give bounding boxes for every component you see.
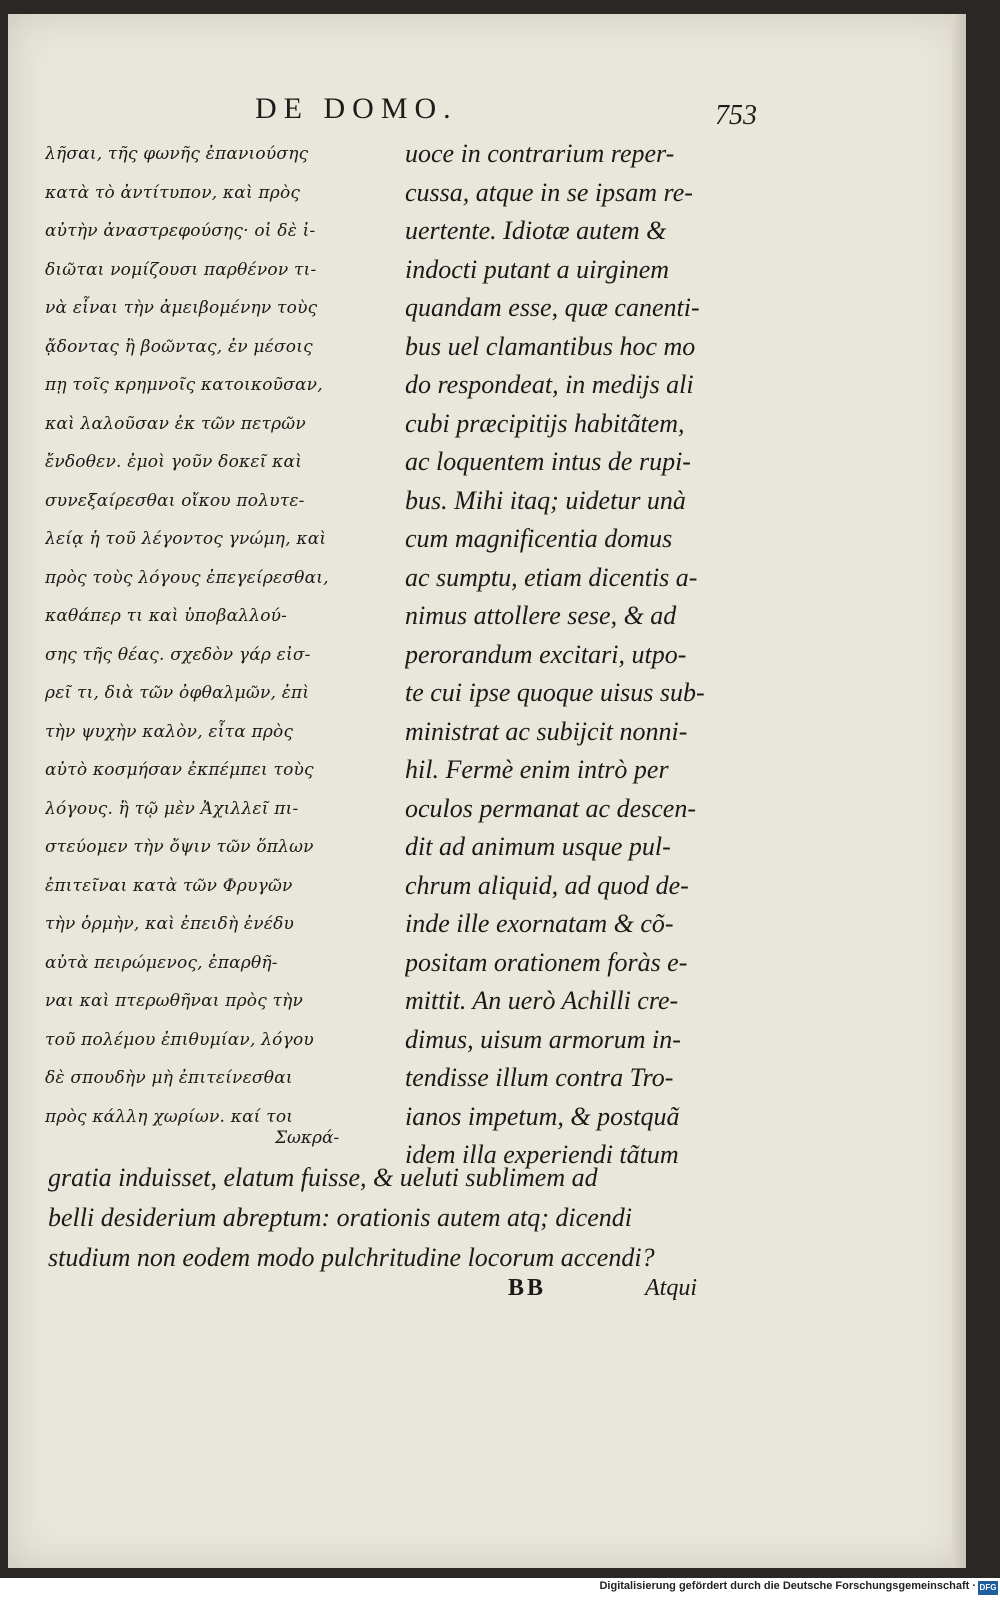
latin-line: bus uel clamantibus hoc mo xyxy=(405,331,696,361)
greek-line: λείᾳ ἡ τοῦ λέγοντος γνώμη, καὶ xyxy=(45,529,327,549)
latin-line: ianos impetum, & postquã xyxy=(405,1101,680,1131)
greek-line: λόγους. ἢ τῷ μὲν Ἀχιλλεῖ πι- xyxy=(45,798,299,819)
full-width-text xyxy=(48,1158,738,1278)
greek-line: στεύομεν τὴν ὄψιν τῶν ὅπλων xyxy=(45,837,314,857)
full-width-line: studium non eodem modo pulchritudine locorum accendi? xyxy=(48,1243,655,1272)
latin-line: cussa, atque in se ipsam re- xyxy=(405,177,693,207)
greek-line: τοῦ πολέμου ἐπιθυμίαν, λόγου xyxy=(45,1029,314,1050)
greek-line: δὲ σπουδὴν μὴ ἐπιτείνεσθαι xyxy=(45,1068,293,1088)
greek-line: σης τῆς θέας. σχεδὸν γάρ εἰσ- xyxy=(45,644,311,665)
greek-line: τὴν ψυχὴν καλὸν, εἶτα πρὸς xyxy=(45,721,294,742)
latin-line: dit ad animum usque pul- xyxy=(405,832,671,861)
latin-line: chrum aliquid, ad quod de- xyxy=(405,870,689,900)
latin-line: hil. Fermè enim intrò per xyxy=(405,755,669,784)
latin-line: indocti putant a uirginem xyxy=(405,254,670,284)
latin-column xyxy=(405,135,740,1175)
latin-line: positam orationem foràs e- xyxy=(405,947,688,977)
latin-line: te cui ipse quoque uisus sub- xyxy=(405,678,705,707)
digitization-credit: Digitalisierung gefördert durch die Deutsche Forschungsgemeinschaft · xyxy=(599,1580,976,1592)
greek-line: λῆσαι, τῆς φωνῆς ἐπανιούσης xyxy=(45,144,309,164)
greek-line: καὶ λαλοῦσαν ἐκ τῶν πετρῶν xyxy=(45,413,306,434)
digitization-footer xyxy=(0,1578,1000,1600)
full-width-line: gratia induisset, elatum fuisse, & ueluti sublimem ad xyxy=(48,1163,598,1192)
latin-line: nimus attollere sese, & ad xyxy=(405,601,677,630)
greek-line: νὰ εἶναι τὴν ἀμειβομένην τοὺς xyxy=(45,298,318,318)
latin-line: do respondeat, in medijs ali xyxy=(405,370,694,399)
latin-line: uoce in contrarium reper- xyxy=(405,139,675,168)
greek-line: ᾄδοντας ἢ βοῶντας, ἐν μέσοις xyxy=(45,336,313,357)
page-edge xyxy=(952,14,966,1568)
latin-line: oculos permanat ac descen- xyxy=(405,793,696,823)
greek-column xyxy=(45,135,395,1136)
latin-line: dimus, uisum armorum in- xyxy=(405,1024,681,1054)
latin-line: ac sumptu, etiam dicentis a- xyxy=(405,562,698,592)
greek-tail-word: Σωκρά- xyxy=(275,1128,340,1148)
greek-line: πρὸς τοὺς λόγους ἐπεγείρεσθαι, xyxy=(45,567,329,588)
latin-line: ac loquentem intus de rupi- xyxy=(405,447,691,476)
catchword: Atqui xyxy=(645,1275,697,1301)
latin-line: perorandum excitari, utpo- xyxy=(405,639,687,669)
greek-line: τὴν ὁρμὴν, καὶ ἐπειδὴ ἐνέδυ xyxy=(45,914,295,934)
greek-line: πρὸς κάλλη χωρίων. καί τοι xyxy=(45,1106,294,1127)
greek-line: κατὰ τὸ ἀντίτυπον, καὶ πρὸς xyxy=(45,182,301,203)
greek-line: ἔνδοθεν. ἐμοὶ γοῦν δοκεῖ καὶ xyxy=(45,452,303,472)
latin-line: tendisse illum contra Tro- xyxy=(405,1063,674,1092)
page-number: 753 xyxy=(715,100,757,131)
latin-line: cum magnificentia domus xyxy=(405,524,673,553)
greek-line: καθάπερ τι καὶ ὑποβαλλού- xyxy=(45,606,288,626)
latin-line: idem illa experiendi tãtum xyxy=(405,1140,679,1169)
latin-line: inde ille exornatam & cõ- xyxy=(405,909,674,938)
latin-line: ministrat ac subijcit nonni- xyxy=(405,716,688,746)
latin-line: quandam esse, quæ canenti- xyxy=(405,293,700,322)
greek-line: πῃ τοῖς κρημνοῖς κατοικοῦσαν, xyxy=(45,375,323,395)
greek-line: διῶται νομίζουσι παρθένον τι- xyxy=(45,259,317,280)
latin-line: uertente. Idiotæ autem & xyxy=(405,216,667,245)
greek-line: ρεῖ τι, διὰ τῶν ὀφθαλμῶν, ἐπὶ xyxy=(45,683,310,703)
latin-line: cubi præcipitijs habitãtem, xyxy=(405,408,685,438)
signature-mark: BB xyxy=(508,1275,547,1301)
greek-line: αὐτὰ πειρώμενος, ἐπαρθῆ- xyxy=(45,952,278,973)
greek-line: ναι καὶ πτερωθῆναι πρὸς τὴν xyxy=(45,991,304,1011)
latin-line: bus. Mihi itaq; uidetur unà xyxy=(405,485,686,515)
running-head: DE DOMO. xyxy=(255,92,458,125)
full-width-line: belli desiderium abreptum: orationis autem atq; dicendi xyxy=(48,1203,632,1232)
greek-line: αὐτὸ κοσμήσαν ἐκπέμπει τοὺς xyxy=(45,760,314,780)
dfg-logo-icon: DFG xyxy=(978,1581,998,1595)
greek-line: συνεξαίρεσθαι οἴκου πολυτε- xyxy=(45,490,305,511)
latin-line: mittit. An uerò Achilli cre- xyxy=(405,986,679,1015)
greek-line: αὐτὴν ἀναστρεφούσης· οἱ δὲ ἰ- xyxy=(45,221,316,241)
greek-line: ἐπιτεῖναι κατὰ τῶν Φρυγῶν xyxy=(45,875,293,896)
